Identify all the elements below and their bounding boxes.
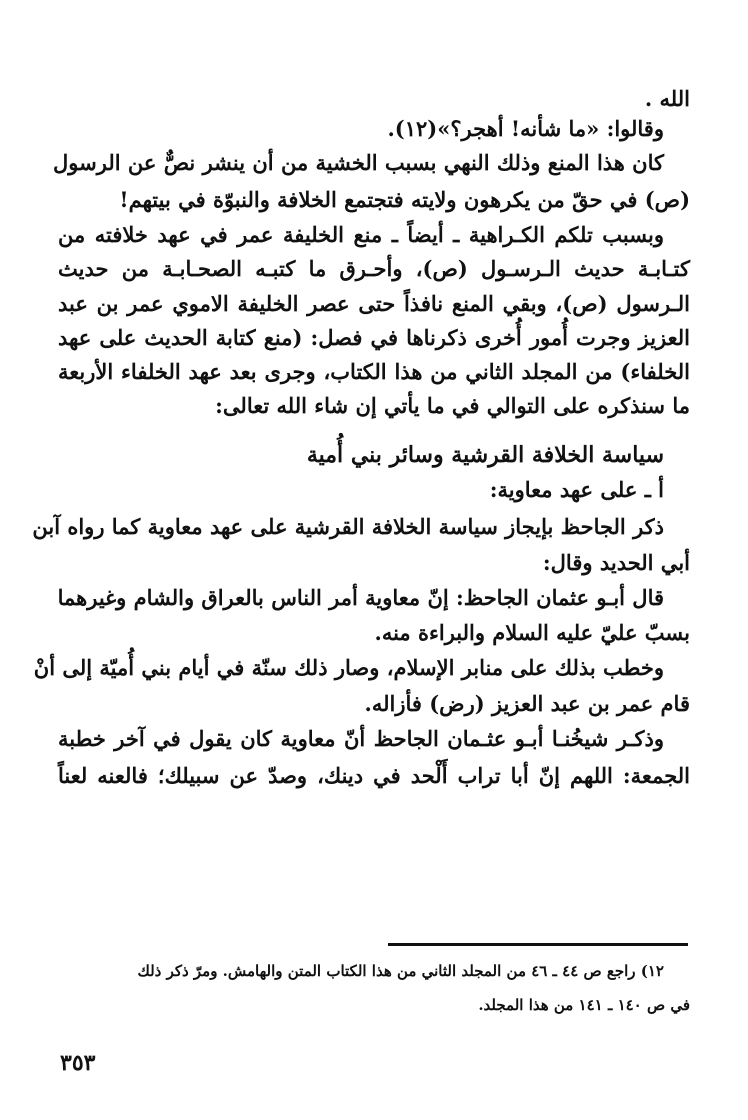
text-line: كتـابـة حديث الـرسـول (ص)، وأحـرق ما كتبـه الصحـابـة من حديث [58, 256, 690, 281]
text-line: الـرسول (ص)، وبقي المنع نافذاً حتى عصر الخليفة الاموي عمر بن عبد [58, 291, 690, 316]
footnote-divider [388, 943, 688, 946]
text-line: بسبّ عليّ عليه السلام والبراءة منه. [374, 620, 690, 645]
text-line: وقالوا: «ما شأنه! أهجر؟»(١٢). [387, 116, 664, 141]
text-line: وخطب بذلك على منابر الإسلام، وصار ذلك سنّة في أيام بني أُميّة إلى أنْ [33, 655, 664, 680]
text-line: الخلفاء) من المجلد الثاني من هذا الكتاب، وجرى بعد عهد الخلفاء الأربعة [58, 359, 690, 384]
text-line: قام عمر بن عبد العزيز (رض) فأزاله. [364, 691, 690, 716]
text-line: أبي الحديد وقال: [542, 550, 690, 575]
footnote-line: في ص ١٤٠ ـ ١٤١ من هذا المجلد. [478, 996, 690, 1014]
footnote-line: ١٢) راجع ص ٤٤ ـ ٤٦ من المجلد الثاني من هذا الكتاب المتن والهامش. ومرّ ذكر ذلك [137, 962, 664, 980]
text-line: وذكـر شيخُنـا أبـو عثـمان الجاحظ أنّ معاوية كان يقول في آخر خطبة [58, 726, 664, 751]
text-line: ما سنذكره على التوالي في ما يأتي إن شاء الله تعالى: [215, 393, 690, 418]
page-number: ٣٥٣ [60, 1050, 96, 1076]
text-line: (ص) في حقّ من يكرهون ولايته فتجتمع الخلافة والنبوّة في بيتهم! [119, 187, 690, 212]
text-line: العزيز وجرت أُمور أُخرى ذكرناها في فصل: (منع كتابة الحديث على عهد [58, 325, 690, 350]
section-heading: سياسة الخلافة القرشية وسائر بني أُمية [306, 442, 664, 468]
text-line: ذكر الجاحظ بإيجاز سياسة الخلافة القرشية على عهد معاوية كما رواه آبن [32, 514, 664, 539]
text-line: الجمعة: اللهم إنّ أبا تراب أَلْحد في دينك، وصدّ عن سبيلك؛ فالعنه لعناً [58, 763, 690, 788]
text-line: وبسبب تلكم الكـراهية ـ أيضاً ـ منع الخليفة عمر في عهد خلافته من [58, 222, 664, 247]
text-line: كان هذا المنع وذلك النهي بسبب الخشية من أن ينشر نصٌّ عن الرسول [53, 150, 664, 175]
text-line: الله . [644, 86, 690, 111]
text-line: قال أبـو عثمان الجاحظ: إنّ معاوية أمر الناس بالعراق والشام وغيرهما [57, 585, 664, 610]
subheading: أ ـ على عهد معاوية: [489, 477, 664, 502]
